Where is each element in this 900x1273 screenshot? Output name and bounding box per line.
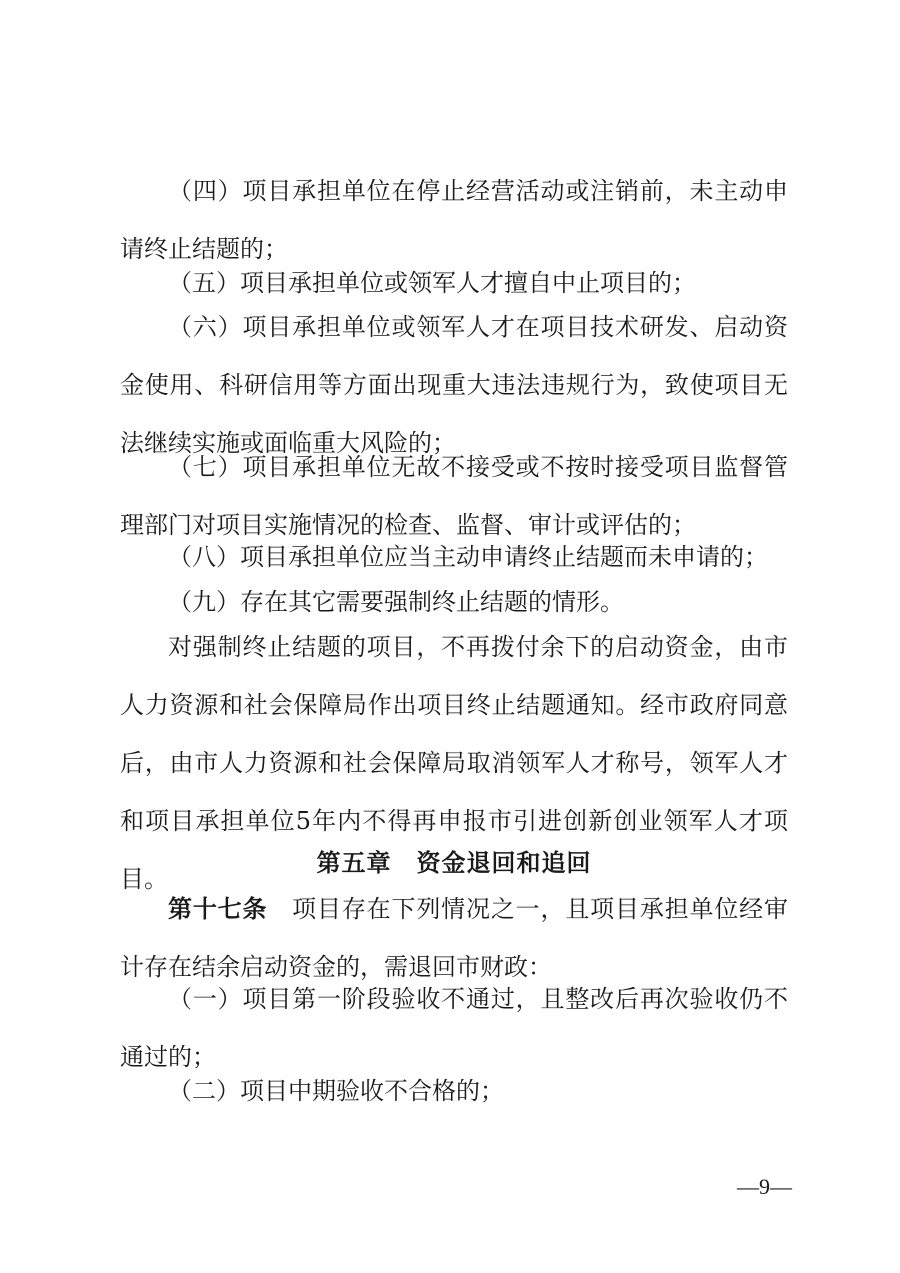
article-number: 第十七条 [168, 895, 268, 923]
page-number: —9— [737, 1174, 792, 1199]
item-1: （一）项目第一阶段验收不通过，且整改后再次验收仍不通过的； [120, 985, 788, 1071]
clause-8: （八）项目承担单位应当主动申请终止结题而未申请的； [168, 543, 768, 571]
clause-4: （四）项目承担单位在停止经营活动或注销前，未主动申请终止结题的； [120, 177, 788, 263]
article-text: 项目存在下列情况之一，且项目承担单位经审计存在结余启动资金的，需退回市财政： [120, 895, 789, 981]
item-2: （二）项目中期验收不合格的； [168, 1077, 504, 1105]
forced-termination-paragraph: 对强制终止结题的项目，不再拨付余下的启动资金，由市人力资源和社会保障局作出项目终止结题通知。经市政府同意后，由市人力资源和社会保障局取消领军人才称号，领军人才和项目承担单位5年内不得再申报市引进创新创业领军人才项目。 [120, 633, 788, 893]
clause-7: （七）项目承担单位无故不接受或不按时接受项目监督管理部门对项目实施情况的检查、监督、审计或评估的； [120, 453, 788, 539]
chapter-heading: 第五章 资金退回和追回 [316, 849, 592, 877]
clause-6: （六）项目承担单位或领军人才在项目技术研发、启动资金使用、科研信用等方面出现重大违法违规行为，致使项目无法继续实施或面临重大风险的； [120, 313, 788, 457]
clause-9: （九）存在其它需要强制终止结题的情形。 [168, 588, 624, 616]
clause-5: （五）项目承担单位或领军人才擅自中止项目的； [168, 269, 696, 297]
